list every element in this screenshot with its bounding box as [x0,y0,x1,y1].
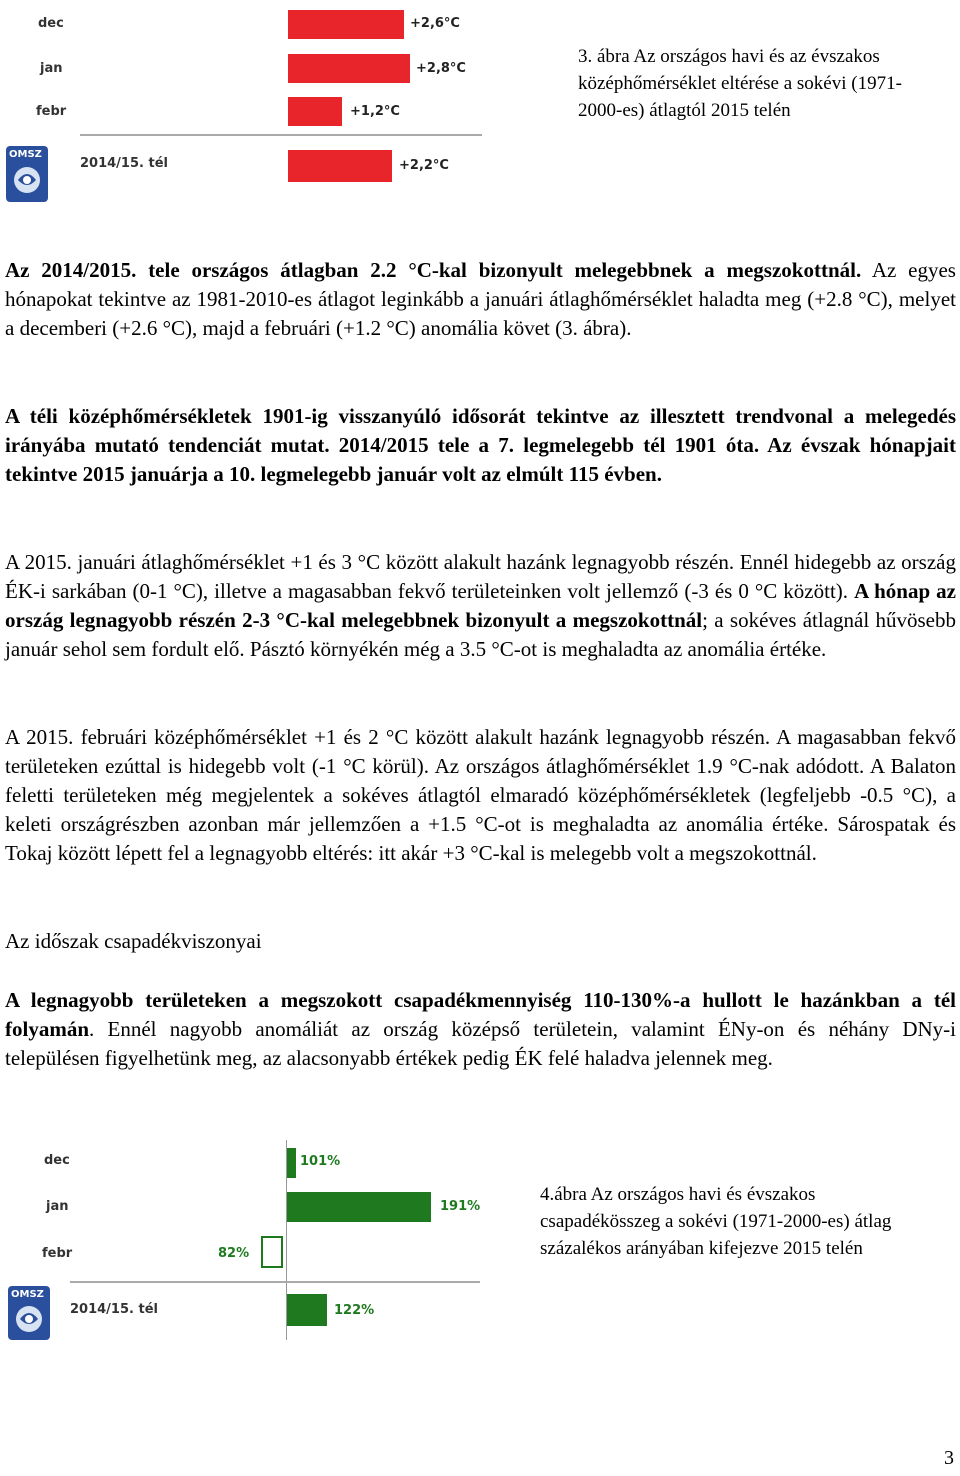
fig3-value-dec: +2,6°C [410,16,460,31]
paragraph-3-text-b: ; a sokéves átlagnál hűvösebb január sehol sem fordult elő. Pásztó környékén még a 3.5 °C-ot is meghaladta az anomália értéke. [5,608,956,661]
fig4-season-label: 2014/15. tél [70,1302,158,1317]
fig3-bar-jan [288,54,410,83]
fig4-bar-jan [287,1192,431,1222]
omsz-logo-text: OMSZ [11,1289,44,1300]
paragraph-trend: A téli középhőmérsékletek 1901-ig visszanyúló idősorát tekintve az illesztett trendvonal a melegedés irányába mutató tendenciát mutat. 2014/2015 tele a 7. legmelegebb tél 1901 óta. Az évszak hónapjait tekintve 2015 januárja a 10. legmelegebb január volt az elmúlt 115 évben. [5,404,956,486]
fig3-month-dec: dec [38,16,64,31]
paragraph-precipitation [5,986,956,1073]
omsz-logo-text: OMSZ [9,149,42,160]
omsz-logo [6,146,48,202]
omsz-logo [8,1286,50,1340]
paragraph-january [5,548,956,664]
fig4-value-season: 122% [334,1303,375,1318]
section-heading-precipitation: Az időszak csapadékviszonyai [5,929,262,953]
fig4-axis-line [286,1140,287,1340]
figure-3-caption: 3. ábra Az országos havi és az évszakos középhőmérséklet eltérése a sokévi (1971-2000-es) átlagtól 2015 telén [578,46,902,121]
paragraph-5-bold: A legnagyobb területeken a megszokott csapadékmennyiség 110-130%-a hullott le hazánkban a tél folyamán [5,988,956,1041]
fig4-month-febr: febr [42,1246,73,1261]
fig4-month-dec: dec [44,1153,70,1168]
paragraph-february: A 2015. februári középhőmérséklet +1 és 2 °C között alakult hazánk legnagyobb részén. A magasabban fekvő területeken ezúttal is hidegebb volt (-1 °C körül). Az országos átlaghőmérséklet 1.9 °C-nak adódott. A Balaton feletti területeken még megjelentek a sokéves átlagtól elmaradó középhőmérsékletek (legfeljebb -0.5 °C), a keleti országrészben azonban már jellemzően a +1.5 °C-ot is meghaladta az anomália értéke. Sárospatak és Tokaj között lépett fel a legnagyobb eltérés: itt akár +3 °C-kal is melegebb volt a megszokottnál. [5,725,956,865]
fig3-bar-season [288,150,392,182]
paragraph-winter-summary [5,256,956,343]
paragraph-1-bold: Az 2014/2015. tele országos átlagban 2.2 °C-kal bizonyult melegebbnek a megszokottnál. [5,258,862,282]
paragraph-5-text: . Ennél nagyobb anomáliát az ország középső területein, valamint ÉNy-on és néhány DNy-i településen figyelhetünk meg, az alacsonyabb értékek pedig ÉK felé haladva jelennek meg. [5,1017,956,1070]
fig3-value-season: +2,2°C [399,158,449,173]
fig4-separator [70,1281,480,1283]
paragraph-3-text-a: A 2015. januári átlaghőmérséklet +1 és 3 °C között alakult hazánk legnagyobb részén. Ennél hidegebb az ország ÉK-i sarkában (0-1 °C), illetve a magasabban fekvő területeinken volt jellemző (-3 és 0 °C között). [5,550,956,603]
fig3-month-jan: jan [40,61,63,76]
page-number: 3 [944,1447,954,1469]
paragraph-1-text: Az egyes hónapokat tekintve az 1981-2010-es átlagot leginkább a januári átlaghőmérséklet haladta meg (+2.8 °C), melyet a decemberi (+2.6 °C), majd a februári (+1.2 °C) anomália követ (3. ábra). [5,258,956,340]
fig4-bar-season [287,1294,327,1326]
figure-3-temperature-anomaly [0,0,500,210]
fig4-bar-dec [287,1148,296,1178]
fig3-bar-febr [288,97,342,126]
fig4-value-jan: 191% [440,1199,481,1214]
fig4-bar-febr [261,1236,283,1268]
fig3-bar-dec [288,10,404,39]
fig3-season-label: 2014/15. tél [80,156,168,171]
fig3-value-febr: +1,2°C [350,104,400,119]
fig4-value-febr: 82% [218,1246,250,1261]
fig4-value-dec: 101% [300,1154,341,1169]
fig3-value-jan: +2,8°C [416,61,466,76]
paragraph-3-bold: A hónap az ország legnagyobb részén 2-3 °C-kal melegebbnek bizonyult a megszokottnál [5,579,956,632]
fig3-month-febr: febr [36,104,67,119]
figure-4-caption: 4.ábra Az országos havi és évszakos csapadékösszeg a sokévi (1971-2000-es) átlag százalékos arányában kifejezve 2015 telén [540,1184,892,1259]
figure-4-precipitation [0,1140,500,1350]
fig3-separator [80,134,482,136]
fig4-month-jan: jan [46,1199,69,1214]
